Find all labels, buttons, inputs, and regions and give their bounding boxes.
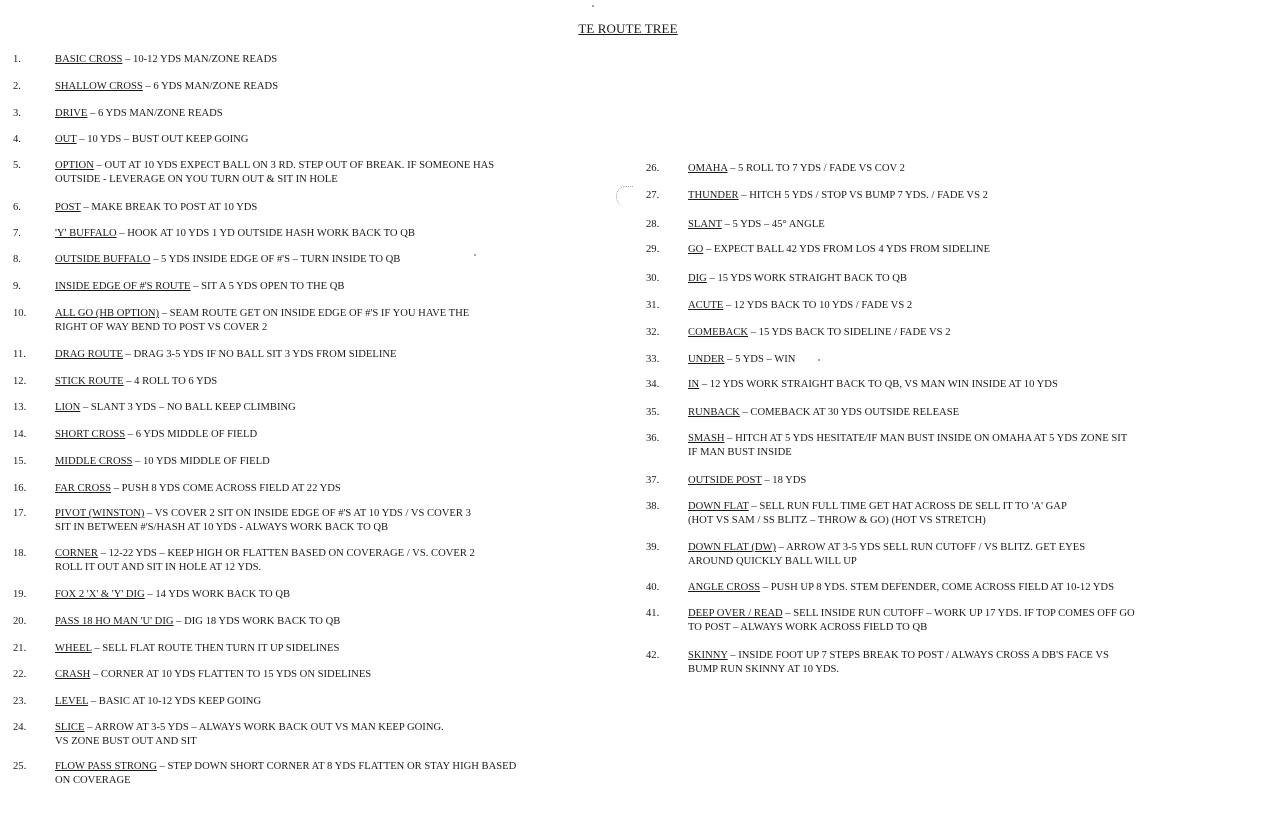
route-text: – 5 YDS INSIDE EDGE OF #'S – TURN INSIDE TO QB xyxy=(150,254,401,265)
route-number: 23. xyxy=(13,696,27,707)
route-number: 34. xyxy=(646,379,660,390)
route-number: 9. xyxy=(13,281,21,292)
route-line xyxy=(688,326,951,340)
route-description xyxy=(688,326,951,340)
route-number: 42. xyxy=(646,650,660,661)
route-text: – 15 YDS WORK STRAIGHT BACK TO QB xyxy=(706,273,907,284)
route-line xyxy=(688,378,1058,392)
route-line xyxy=(688,218,825,232)
route-description xyxy=(688,378,1058,392)
route-description xyxy=(688,432,1127,460)
route-name: FOX 2 'X' & 'Y' DIG xyxy=(55,589,145,600)
route-line: IF MAN BUST INSIDE xyxy=(688,447,792,458)
route-line xyxy=(688,189,988,203)
route-number: 39. xyxy=(646,542,660,553)
route-name: PASS 18 HO MAN 'U' DIG xyxy=(55,616,174,627)
route-name: POST xyxy=(55,202,81,213)
route-number: 2. xyxy=(13,81,21,92)
route-text: – 12-22 YDS – KEEP HIGH OR FLATTEN BASED ON COVERAGE / VS. COVER 2 xyxy=(97,548,475,559)
route-number: 38. xyxy=(646,501,660,512)
route-text: – HITCH 5 YDS / STOP VS BUMP 7 YDS. / FADE VS 2 xyxy=(738,190,988,201)
route-number: 6. xyxy=(13,202,21,213)
route-name: DIG xyxy=(688,273,707,284)
route-text: – 6 YDS MIDDLE OF FIELD xyxy=(125,429,258,440)
route-text: – OUT AT 10 YDS EXPECT BALL ON 3 RD. STEP OUT OF BREAK. IF SOMEONE HAS xyxy=(93,160,495,171)
route-line xyxy=(688,581,1114,595)
route-line xyxy=(688,272,907,286)
route-number: 1. xyxy=(13,54,21,65)
route-name: LEVEL xyxy=(55,696,89,707)
route-line xyxy=(688,474,806,488)
route-number: 4. xyxy=(13,134,21,145)
route-number: 12. xyxy=(13,376,27,387)
route-name: GO xyxy=(688,244,704,255)
route-number: 30. xyxy=(646,273,660,284)
route-name: ANGLE CROSS xyxy=(688,582,761,593)
route-text: – 6 YDS MAN/ZONE READS xyxy=(87,108,223,119)
route-name: STICK ROUTE xyxy=(55,376,124,387)
route-description xyxy=(688,189,988,203)
route-number: 28. xyxy=(646,219,660,230)
route-name: SHALLOW CROSS xyxy=(55,81,143,92)
route-text: – DIG 18 YDS WORK BACK TO QB xyxy=(173,616,341,627)
route-text: – CORNER AT 10 YDS FLATTEN TO 15 YDS ON SIDELINES xyxy=(90,669,372,680)
route-text: – 10-12 YDS MAN/ZONE READS xyxy=(122,54,278,65)
route-number: 37. xyxy=(646,475,660,486)
route-number: 35. xyxy=(646,407,660,418)
route-description xyxy=(688,500,1067,528)
route-description xyxy=(688,607,1135,635)
route-line: (HOT VS SAM / SS BLITZ – THROW & GO) (HOT VS STRETCH) xyxy=(688,515,986,526)
route-number: 15. xyxy=(13,456,27,467)
route-text: – SEAM ROUTE GET ON INSIDE EDGE OF #'S IF YOU HAVE THE xyxy=(159,308,470,319)
route-number: 17. xyxy=(13,508,27,519)
route-name: PIVOT (WINSTON) xyxy=(55,508,145,519)
route-line xyxy=(688,500,1067,514)
route-number: 26. xyxy=(646,163,660,174)
route-number: 18. xyxy=(13,548,27,559)
route-text: – 5 YDS – 45° ANGLE xyxy=(721,219,825,230)
route-name: SMASH xyxy=(688,433,725,444)
route-text: – ARROW AT 3-5 YDS – ALWAYS WORK BACK OUT VS MAN KEEP GOING. xyxy=(84,722,444,733)
route-number: 14. xyxy=(13,429,27,440)
route-text: – HITCH AT 5 YDS HESITATE/IF MAN BUST INSIDE ON OMAHA AT 5 YDS ZONE SIT xyxy=(724,433,1128,444)
route-number: 33. xyxy=(646,354,660,365)
route-text: – SLANT 3 YDS – NO BALL KEEP CLIMBING xyxy=(80,402,296,413)
route-name: ACUTE xyxy=(688,300,724,311)
route-number: 5. xyxy=(13,160,21,171)
route-name: ALL GO (HB OPTION) xyxy=(55,308,160,319)
route-line: OUTSIDE - LEVERAGE ON YOU TURN OUT & SIT IN HOLE xyxy=(55,174,338,185)
route-text: – ARROW AT 3-5 YDS SELL RUN CUTOFF / VS BLITZ. GET EYES xyxy=(776,542,1086,553)
route-number: 13. xyxy=(13,402,27,413)
route-name: CRASH xyxy=(55,669,91,680)
route-name: LION xyxy=(55,402,81,413)
route-text: – 10 YDS MIDDLE OF FIELD xyxy=(132,456,270,467)
route-number: 41. xyxy=(646,608,660,619)
route-number: 16. xyxy=(13,483,27,494)
route-text: – 10 YDS – BUST OUT KEEP GOING xyxy=(76,134,249,145)
route-description xyxy=(688,299,912,313)
route-description xyxy=(688,162,905,176)
route-text: – HOOK AT 10 YDS 1 YD OUTSIDE HASH WORK BACK TO QB xyxy=(116,228,415,239)
route-name: WHEEL xyxy=(55,643,92,654)
route-number: 32. xyxy=(646,327,660,338)
route-name: UNDER xyxy=(688,354,725,365)
route-text: – 18 YDS xyxy=(761,475,807,486)
route-name: SLANT xyxy=(688,219,722,230)
route-line xyxy=(688,432,1127,446)
route-name: OMAHA xyxy=(688,163,728,174)
route-text: – 15 YDS BACK TO SIDELINE / FADE VS 2 xyxy=(748,327,951,338)
route-name: 'Y' BUFFALO xyxy=(55,228,117,239)
route-number: 24. xyxy=(13,722,27,733)
route-text: – 4 ROLL TO 6 YDS xyxy=(123,376,218,387)
route-description xyxy=(688,353,795,367)
route-text: – EXPECT BALL 42 YDS FROM LOS 4 YDS FROM SIDELINE xyxy=(703,244,991,255)
route-line xyxy=(688,299,912,313)
route-number: 19. xyxy=(13,589,27,600)
route-line: BUMP RUN SKINNY AT 10 YDS. xyxy=(688,664,840,675)
route-line xyxy=(688,353,795,367)
route-name: THUNDER xyxy=(688,190,739,201)
route-number: 8. xyxy=(13,254,21,265)
route-line xyxy=(688,406,959,420)
route-name: DOWN FLAT xyxy=(688,501,749,512)
route-name: DRIVE xyxy=(55,108,88,119)
route-name: DRAG ROUTE xyxy=(55,349,123,360)
route-name: OPTION xyxy=(55,160,94,171)
route-line: ROLL IT OUT AND SIT IN HOLE AT 12 YDS. xyxy=(55,562,262,573)
route-number: 7. xyxy=(13,228,21,239)
route-name: COMEBACK xyxy=(688,327,749,338)
route-number: 27. xyxy=(646,190,660,201)
route-name: DOWN FLAT (DW) xyxy=(688,542,777,553)
route-name: INSIDE EDGE OF #'S ROUTE xyxy=(55,281,191,292)
route-text: – 5 ROLL TO 7 YDS / FADE VS COV 2 xyxy=(727,163,905,174)
route-number: 25. xyxy=(13,761,27,772)
route-line: SIT IN BETWEEN #'S/HASH AT 10 YDS - ALWAYS WORK BACK TO QB xyxy=(55,522,389,533)
route-name: BASIC CROSS xyxy=(55,54,123,65)
route-number: 10. xyxy=(13,308,27,319)
route-line xyxy=(688,649,1109,663)
route-line: RIGHT OF WAY BEND TO POST VS COVER 2 xyxy=(55,322,268,333)
route-description xyxy=(688,541,1085,569)
route-description xyxy=(688,272,907,286)
route-description xyxy=(688,406,959,420)
route-number: 29. xyxy=(646,244,660,255)
route-name: FAR CROSS xyxy=(55,483,112,494)
route-number: 31. xyxy=(646,300,660,311)
route-name: OUTSIDE POST xyxy=(688,475,762,486)
route-text: – 6 YDS MAN/ZONE READS xyxy=(142,81,279,92)
route-name: OUT xyxy=(55,134,77,145)
route-text: – VS COVER 2 SIT ON INSIDE EDGE OF #'S AT 10 YDS / VS COVER 3 xyxy=(144,508,471,519)
route-description xyxy=(688,581,1114,595)
route-line: ON COVERAGE xyxy=(55,775,131,786)
route-line xyxy=(688,162,905,176)
route-name: SHORT CROSS xyxy=(55,429,126,440)
route-number: 36. xyxy=(646,433,660,444)
route-line xyxy=(688,541,1085,555)
route-name: CORNER xyxy=(55,548,98,559)
route-line xyxy=(688,607,1135,621)
route-text: – SELL RUN FULL TIME GET HAT ACROSS DE SELL IT TO 'A' GAP xyxy=(748,501,1067,512)
route-number: 20. xyxy=(13,616,27,627)
route-text: – 12 YDS WORK STRAIGHT BACK TO QB, VS MAN WIN INSIDE AT 10 YDS xyxy=(699,379,1058,390)
route-number: 11. xyxy=(13,349,26,360)
route-text: – STEP DOWN SHORT CORNER AT 8 YDS FLATTEN OR STAY HIGH BASED xyxy=(156,761,517,772)
route-number: 21. xyxy=(13,643,27,654)
route-line: TO POST – ALWAYS WORK ACROSS FIELD TO QB xyxy=(688,622,928,633)
route-name: DEEP OVER / READ xyxy=(688,608,783,619)
route-text: – 5 YDS – WIN xyxy=(724,354,796,365)
route-line: VS ZONE BUST OUT AND SIT xyxy=(55,736,197,747)
page-title: TE ROUTE TREE xyxy=(578,21,678,36)
route-name: FLOW PASS STRONG xyxy=(55,761,157,772)
route-description xyxy=(688,218,825,232)
route-name: SLICE xyxy=(55,722,85,733)
route-description xyxy=(688,474,806,488)
route-text: – MAKE BREAK TO POST AT 10 YDS xyxy=(80,202,258,213)
route-name: IN xyxy=(688,379,700,390)
route-text: – SELL INSIDE RUN CUTOFF – WORK UP 17 YDS. IF TOP COMES OFF GO xyxy=(782,608,1135,619)
route-description xyxy=(688,243,990,257)
route-name: RUNBACK xyxy=(688,407,740,418)
route-description xyxy=(688,649,1109,677)
route-text: – 14 YDS WORK BACK TO QB xyxy=(144,589,291,600)
route-name: OUTSIDE BUFFALO xyxy=(55,254,151,265)
route-text: – PUSH 8 YDS COME ACROSS FIELD AT 22 YDS xyxy=(111,483,341,494)
route-text: – BASIC AT 10-12 YDS KEEP GOING xyxy=(88,696,262,707)
route-number: 22. xyxy=(13,669,27,680)
route-name: MIDDLE CROSS xyxy=(55,456,133,467)
route-number: 40. xyxy=(646,582,660,593)
route-text: – SELL FLAT ROUTE THEN TURN IT UP SIDELINES xyxy=(91,643,340,654)
route-text: – INSIDE FOOT UP 7 STEPS BREAK TO POST / ALWAYS CROSS A DB'S FACE VS xyxy=(727,650,1109,661)
route-number: 3. xyxy=(13,108,21,119)
route-text: – PUSH UP 8 YDS. STEM DEFENDER, COME ACROSS FIELD AT 10-12 YDS xyxy=(760,582,1114,593)
route-text: – 12 YDS BACK TO 10 YDS / FADE VS 2 xyxy=(723,300,913,311)
route-name: SKINNY xyxy=(688,650,728,661)
route-text: – COMEBACK AT 30 YDS OUTSIDE RELEASE xyxy=(739,407,960,418)
route-text: – DRAG 3-5 YDS IF NO BALL SIT 3 YDS FROM SIDELINE xyxy=(122,349,397,360)
route-text: – SIT A 5 YDS OPEN TO THE QB xyxy=(190,281,345,292)
route-line xyxy=(688,243,990,257)
route-line: AROUND QUICKLY BALL WILL UP xyxy=(688,556,857,567)
